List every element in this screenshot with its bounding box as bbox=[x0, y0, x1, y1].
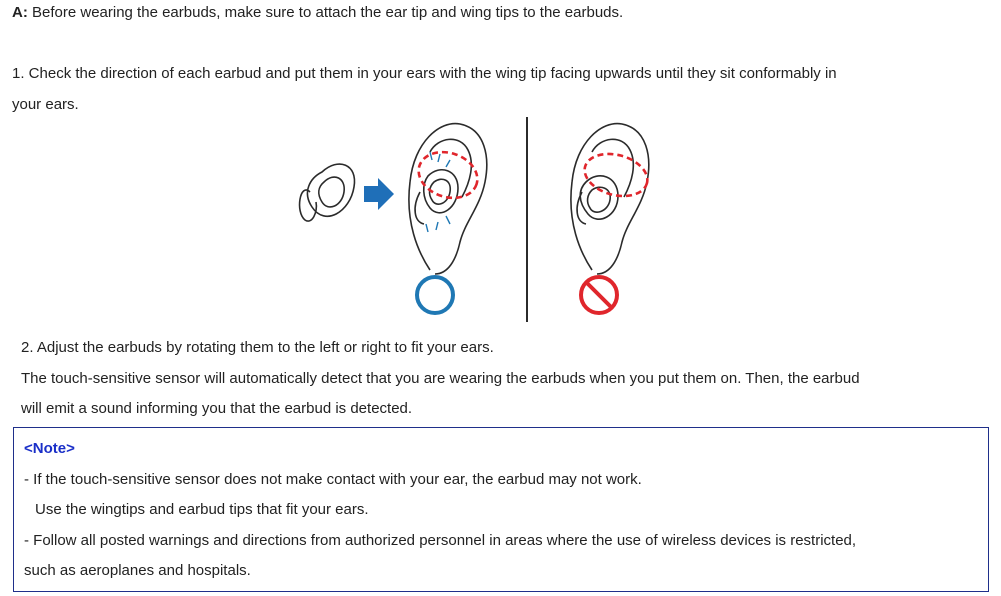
intro-body: Before wearing the earbuds, make sure to attach the ear tip and wing tips to the earbuds. bbox=[27, 4, 624, 21]
prohibited-icon bbox=[581, 277, 617, 313]
step1-line2: your ears. bbox=[12, 96, 79, 113]
note-box bbox=[13, 427, 989, 592]
note-line1: - If the touch-sensitive sensor does not make contact with your ear, the earbud may not work. bbox=[24, 471, 642, 488]
note-line3: - Follow all posted warnings and directions from authorized personnel in areas where the use of wireless devices is restricted, bbox=[24, 532, 857, 549]
step2-line3: will emit a sound informing you that the earbud is detected. bbox=[21, 400, 413, 417]
step2-line2: The touch-sensitive sensor will automatically detect that you are wearing the earbuds when you put them on. Then, the earbud bbox=[21, 370, 860, 387]
note-line2: Use the wingtips and earbud tips that fit your ears. bbox=[35, 501, 369, 518]
step1-line1: 1. Check the direction of each earbud and put them in your ears with the wing tip facing upwards until they sit conformably in bbox=[12, 65, 837, 82]
correct-circle-icon bbox=[417, 277, 453, 313]
step2-line1: 2. Adjust the earbuds by rotating them to the left or right to fit your ears. bbox=[21, 339, 494, 356]
wearing-illustration bbox=[280, 112, 680, 324]
ear-incorrect-icon bbox=[571, 124, 652, 274]
earbud-icon bbox=[300, 164, 355, 221]
ear-correct-icon bbox=[409, 124, 487, 274]
intro-prefix: A: bbox=[12, 4, 28, 21]
note-line4: such as aeroplanes and hospitals. bbox=[24, 562, 251, 579]
intro-text bbox=[12, 4, 623, 22]
arrow-right-icon bbox=[364, 178, 394, 210]
note-title: <Note> bbox=[24, 440, 75, 457]
